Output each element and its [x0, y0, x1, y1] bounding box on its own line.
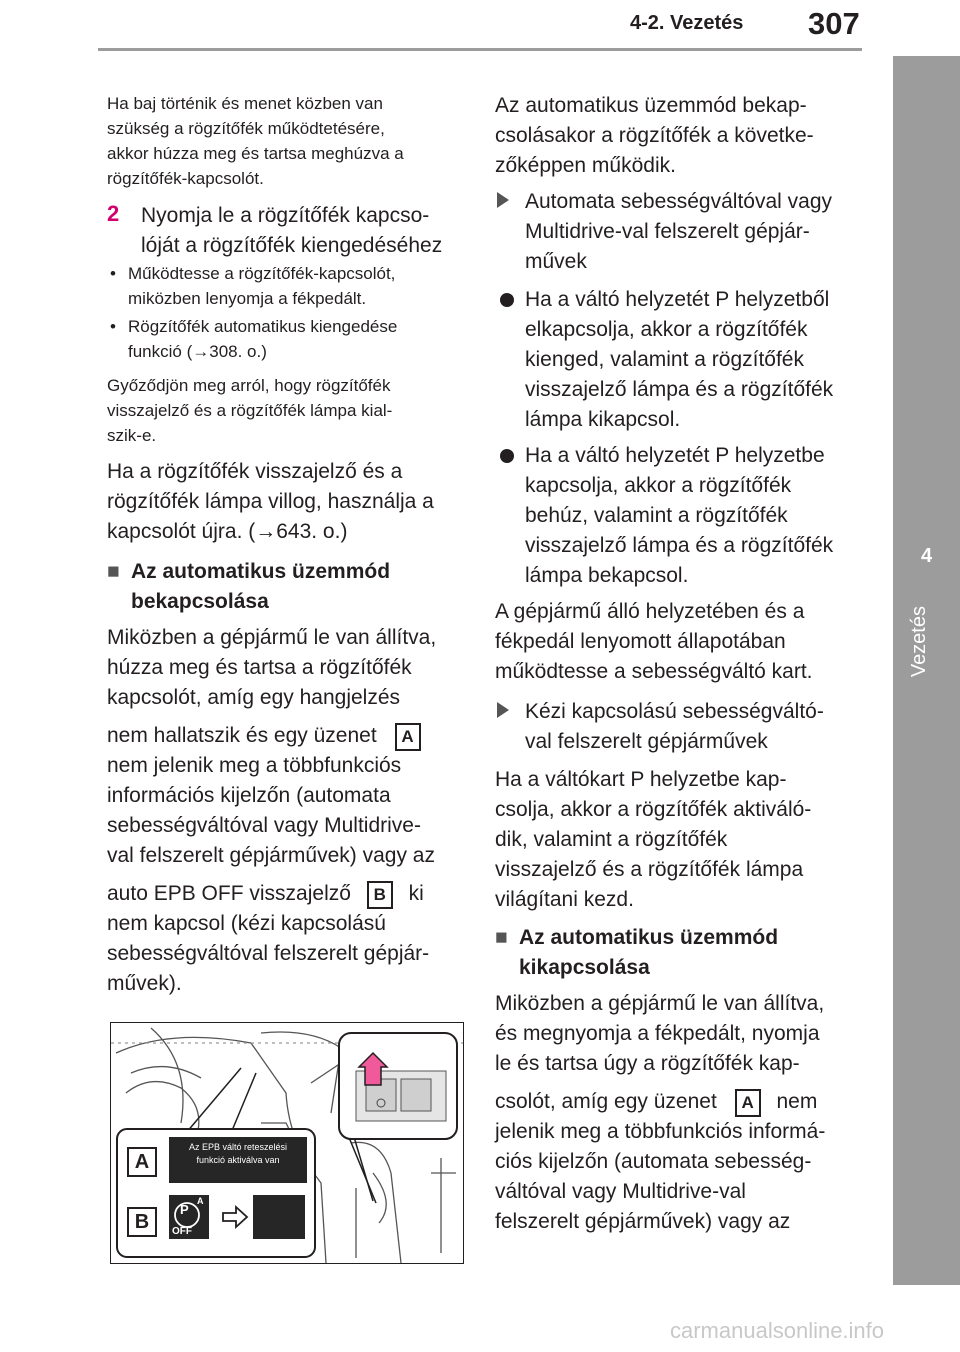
- chapter-number: 4: [920, 545, 933, 567]
- text-line: Miközben a gépjármű le van állítva,: [107, 626, 437, 649]
- text-line: Ha a rögzítőfék visszajelző és a: [107, 460, 403, 483]
- text-line: információs kijelzőn (automata: [107, 784, 391, 807]
- text-line: funkció (→308. o.): [128, 342, 267, 361]
- text-line: kapcsolót újra. (→643. o.): [107, 520, 348, 543]
- section-heading-off: [495, 923, 860, 985]
- text-line: művek).: [107, 972, 182, 995]
- chapter-tab: [893, 513, 960, 1285]
- text-line: A gépjármű álló helyzetében és a: [495, 600, 805, 623]
- text-line: elkapcsolja, akkor a rögzítőfék: [525, 318, 808, 341]
- text-line: húzza meg és tartsa a rögzítőfék: [107, 656, 412, 679]
- text-line: és megnyomja a fékpedált, nyomja: [495, 1022, 820, 1045]
- bullet-dot-icon: •: [110, 317, 116, 336]
- text-line: ciós kijelzőn (automata sebesség-: [495, 1150, 812, 1173]
- bullet-shift-in: [497, 441, 862, 591]
- blink-paragraph: [107, 457, 467, 547]
- label-a-box: A: [395, 723, 421, 751]
- text-line: Az automatikus üzemmód: [519, 926, 779, 949]
- figure-label-a: A: [127, 1147, 157, 1177]
- bullet-item: [110, 261, 470, 311]
- text-line: [107, 879, 477, 909]
- text-line: fékpedál lenyomott állapotában: [495, 630, 786, 653]
- watermark: carmanualsonline.info: [670, 1318, 885, 1343]
- square-bullet-icon: ■: [107, 560, 120, 583]
- text-line: val felszerelt gépjárművek) vagy az: [107, 844, 435, 867]
- text-line: Ha baj történik és menet közben van: [107, 94, 383, 113]
- square-bullet-icon: ■: [495, 926, 508, 949]
- text-line: lámpa bekapcsol.: [525, 564, 689, 587]
- text-line: rögzítőfék lámpa villog, használja a: [107, 490, 434, 513]
- text-line: Automata sebességváltóval vagy: [525, 190, 833, 213]
- text-line: felszerelt gépjárművek) vagy az: [495, 1210, 791, 1233]
- text-line: működtesse a sebességváltó kart.: [495, 660, 813, 683]
- text-line: kapcsolót, amíg egy hangjelzés: [107, 686, 401, 709]
- text-line: [495, 1087, 865, 1117]
- text-line: szükség a rögzítőfék működtetésére,: [107, 119, 385, 138]
- text-line: Működtesse a rögzítőfék-kapcsolót,: [128, 264, 396, 283]
- text-line: miközben lenyomja a fékpedált.: [128, 289, 367, 308]
- step-text: [141, 201, 471, 261]
- text-line: Az EPB váltó reteszelési: [188, 1142, 288, 1152]
- step-number: 2: [107, 201, 120, 226]
- header-rule: [98, 48, 862, 51]
- text-line: jelenik meg a többfunkciós informá-: [495, 1120, 826, 1143]
- text-line: Miközben a gépjármű le van állítva,: [495, 992, 825, 1015]
- text-line: csolja, akkor a rögzítőfék aktiváló-: [495, 798, 812, 821]
- text-line: Kézi kapcsolású sebességváltó-: [525, 700, 824, 723]
- label-a-box: A: [735, 1089, 761, 1117]
- text-line: visszajelző és a rögzítőfék lámpa: [495, 858, 804, 881]
- text-line: Multidrive-val felszerelt gépjár-: [525, 220, 810, 243]
- chapter-label: Vezetés: [908, 606, 930, 678]
- text-line: visszajelző lámpa és a rögzítőfék: [525, 378, 834, 401]
- text-line: kikapcsolása: [519, 956, 650, 979]
- epb-a-letter: A: [197, 1196, 204, 1206]
- text-span: nem: [776, 1090, 818, 1113]
- text-line: Az automatikus üzemmód bekap-: [495, 94, 807, 117]
- figure-label-b: B: [127, 1207, 157, 1237]
- text-line: Ha a váltó helyzetét P helyzetből: [525, 288, 830, 311]
- stopped-paragraph: [495, 597, 860, 687]
- label-b-box: B: [367, 881, 393, 909]
- parking-brake-figure: [110, 1022, 464, 1264]
- text-span: ki: [408, 882, 424, 905]
- round-bullet-icon: [500, 293, 514, 307]
- text-line: Az automatikus üzemmód: [131, 560, 391, 583]
- display-message: [169, 1141, 307, 1167]
- text-line: val felszerelt gépjárművek: [525, 730, 768, 753]
- round-bullet-icon: [500, 449, 514, 463]
- text-line: [107, 721, 477, 751]
- text-line: akkor húzza meg és tartsa meghúzva a: [107, 144, 404, 163]
- epb-off-text: OFF: [172, 1226, 192, 1237]
- text-line: művek: [525, 250, 587, 273]
- step-2: [107, 201, 467, 263]
- auto-mode-intro: [495, 91, 860, 181]
- manual-paragraph: [495, 765, 860, 915]
- check-note: [107, 373, 467, 448]
- text-line: szik-e.: [107, 426, 157, 445]
- section-body-off: [495, 989, 865, 1237]
- text-line: sebességváltóval felszerelt gépjár-: [107, 942, 430, 965]
- side-tab-upper: [893, 56, 960, 513]
- text-line: sebességváltóval vagy Multidrive-: [107, 814, 421, 837]
- epb-p-letter: P: [180, 1202, 189, 1217]
- text-line: le és tartsa úgy a rögzítőfék kap-: [495, 1052, 800, 1075]
- text-span: csolót, amíg egy üzenet: [495, 1090, 717, 1113]
- triangle-bullet-icon: [497, 702, 509, 718]
- triangle-bullet-icon: [497, 192, 509, 208]
- page-number: 307: [808, 6, 860, 41]
- text-line: behúz, valamint a rögzítőfék: [525, 504, 788, 527]
- text-line: funkció aktiválva van: [196, 1155, 280, 1165]
- text-line: visszajelző és a rögzítőfék lámpa kial-: [107, 401, 393, 420]
- bullet-dot-icon: •: [110, 264, 116, 283]
- bullet-shift-out: [497, 285, 862, 435]
- text-line: zőképpen működik.: [495, 154, 676, 177]
- manual-transmission-header: [497, 697, 862, 757]
- text-span: nem hallatszik és egy üzenet: [107, 724, 377, 747]
- bullet-item: [110, 314, 470, 364]
- text-line: csolásakor a rögzítőfék a követke-: [495, 124, 814, 147]
- text-line: kienged, valamint a rögzítőfék: [525, 348, 804, 371]
- text-line: Rögzítőfék automatikus kiengedése: [128, 317, 398, 336]
- text-line: nem jelenik meg a többfunkciós: [107, 754, 402, 777]
- section-heading-on: [107, 557, 467, 619]
- text-line: lóját a rögzítőfék kiengedéséhez: [141, 234, 443, 257]
- text-line: bekapcsolása: [131, 590, 269, 613]
- text-line: Ha a váltókart P helyzetbe kap-: [495, 768, 787, 791]
- section-title: 4-2. Vezetés: [630, 12, 744, 34]
- text-line: váltóval vagy Multidrive-val: [495, 1180, 746, 1203]
- text-span: auto EPB OFF visszajelző: [107, 882, 351, 905]
- text-line: Ha a váltó helyzetét P helyzetbe: [525, 444, 825, 467]
- text-line: rögzítőfék-kapcsolót.: [107, 169, 264, 188]
- text-line: lámpa kikapcsol.: [525, 408, 681, 431]
- intro-note: [107, 91, 467, 191]
- text-line: világítani kezd.: [495, 888, 634, 911]
- auto-transmission-header: [497, 187, 862, 277]
- text-line: dik, valamint a rögzítőfék: [495, 828, 728, 851]
- text-line: Győződjön meg arról, hogy rögzítőfék: [107, 376, 391, 395]
- section-body-on: [107, 623, 477, 999]
- text-line: nem kapcsol (kézi kapcsolású: [107, 912, 386, 935]
- text-line: Nyomja le a rögzítőfék kapcso-: [141, 204, 430, 227]
- text-line: kapcsolja, akkor a rögzítőfék: [525, 474, 792, 497]
- text-line: visszajelző lámpa és a rögzítőfék: [525, 534, 834, 557]
